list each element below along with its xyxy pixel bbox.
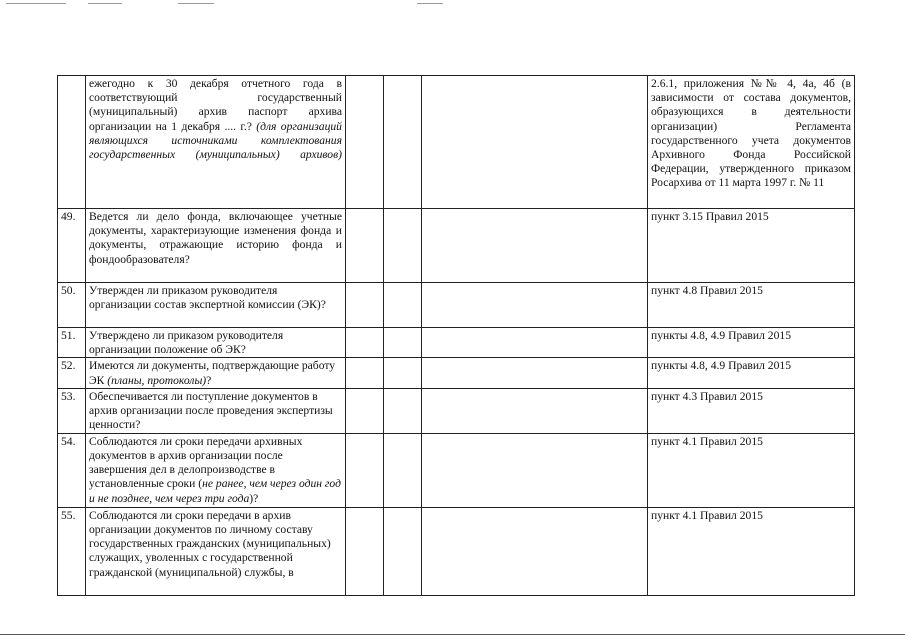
answer-na-cell bbox=[422, 283, 648, 328]
question-note: (для организаций являющихся источниками комплектования государственных (муниципальных) архивов) bbox=[89, 119, 342, 162]
reference-cell: пункты 4.8, 4.9 Правил 2015 bbox=[648, 328, 855, 358]
table-row bbox=[58, 328, 855, 358]
reference-cell: пункт 4.8 Правил 2015 bbox=[648, 283, 855, 328]
reference-cell: пункт 4.1 Правил 2015 bbox=[648, 507, 855, 595]
answer-na-cell bbox=[422, 209, 648, 283]
table-row bbox=[58, 76, 855, 209]
answer-na-cell bbox=[422, 433, 648, 507]
answer-no-cell bbox=[384, 507, 422, 595]
answer-na-cell bbox=[422, 388, 648, 433]
top-scan-line-3 bbox=[178, 3, 214, 4]
checklist-table bbox=[57, 75, 855, 596]
row-number bbox=[58, 76, 86, 209]
question-text: Обеспечивается ли поступление документов в архив организации после проведения экспертизы ценности? bbox=[89, 389, 333, 432]
table-row bbox=[58, 283, 855, 328]
answer-yes-cell bbox=[346, 76, 384, 209]
answer-no-cell bbox=[384, 76, 422, 209]
answer-yes-cell bbox=[346, 433, 384, 507]
bottom-scan-edge bbox=[0, 634, 905, 635]
question-cell bbox=[86, 283, 346, 328]
answer-yes-cell bbox=[346, 328, 384, 358]
question-tail: )? bbox=[249, 491, 259, 505]
row-number: 52. bbox=[58, 358, 86, 388]
table-row bbox=[58, 388, 855, 433]
row-number: 54. bbox=[58, 433, 86, 507]
question-text: Имеются ли документы, подтверждающие работу ЭК bbox=[89, 359, 336, 387]
question-cell bbox=[86, 433, 346, 507]
top-scan-line-1 bbox=[6, 3, 66, 4]
answer-na-cell bbox=[422, 328, 648, 358]
answer-yes-cell bbox=[346, 388, 384, 433]
question-note: (планы, протоколы) bbox=[107, 373, 207, 387]
question-text: Утвержден ли приказом руководителя организации состав экспертной комиссии (ЭК)? bbox=[89, 284, 326, 312]
question-cell bbox=[86, 328, 346, 358]
question-cell bbox=[86, 507, 346, 595]
answer-yes-cell bbox=[346, 358, 384, 388]
row-number: 50. bbox=[58, 283, 86, 328]
question-text: Утверждено ли приказом руководителя организации положение об ЭК? bbox=[89, 329, 284, 357]
answer-yes-cell bbox=[346, 283, 384, 328]
answer-yes-cell bbox=[346, 209, 384, 283]
reference-cell: пункт 4.1 Правил 2015 bbox=[648, 433, 855, 507]
reference-cell: 2.6.1, приложения №№ 4, 4а, 4б (в зависимости от состава документов, образующихся в деятельности организации) Регламента государственного учета документов Архивного Фонда Российской Федерации, утвержденного приказом Росархива от 11 марта 1997 г. № 11 bbox=[648, 76, 855, 209]
answer-no-cell bbox=[384, 433, 422, 507]
question-cell bbox=[86, 358, 346, 388]
answer-no-cell bbox=[384, 358, 422, 388]
reference-cell: пункт 4.3 Правил 2015 bbox=[648, 388, 855, 433]
question-cell bbox=[86, 76, 346, 209]
question-text: Ведется ли дело фонда, включающее учетные документы, характеризующие изменения фонда и документы, отражающие историю фонда и фондообразователя? bbox=[89, 210, 342, 266]
question-text: Соблюдаются ли сроки передачи в архив организации документов по личному составу государственных гражданских (муниципальных) служащих, уволенных с государственной гражданской (муниципальной) службы, в bbox=[89, 508, 331, 579]
row-number: 49. bbox=[58, 209, 86, 283]
answer-no-cell bbox=[384, 388, 422, 433]
row-number: 55. bbox=[58, 507, 86, 595]
reference-cell: пункты 4.8, 4.9 Правил 2015 bbox=[648, 358, 855, 388]
top-scan-line-4 bbox=[417, 3, 443, 4]
answer-yes-cell bbox=[346, 507, 384, 595]
table-row bbox=[58, 507, 855, 595]
answer-no-cell bbox=[384, 283, 422, 328]
answer-no-cell bbox=[384, 209, 422, 283]
question-tail: ? bbox=[206, 373, 212, 387]
table-row bbox=[58, 209, 855, 283]
question-cell bbox=[86, 388, 346, 433]
answer-na-cell bbox=[422, 76, 648, 209]
row-number: 53. bbox=[58, 388, 86, 433]
answer-na-cell bbox=[422, 358, 648, 388]
table-row bbox=[58, 358, 855, 388]
answer-na-cell bbox=[422, 507, 648, 595]
reference-cell: пункт 3.15 Правил 2015 bbox=[648, 209, 855, 283]
question-text: ежегодно к 30 декабря отчетного года в соответствующий государственный (муниципальный) архив паспорт архива организации на 1 декабря .... г.? bbox=[89, 77, 342, 133]
question-note: не ранее, чем через один год и не позднее, чем через три года bbox=[89, 477, 341, 505]
row-number: 51. bbox=[58, 328, 86, 358]
top-scan-line-2 bbox=[88, 3, 122, 4]
table-row bbox=[58, 433, 855, 507]
question-cell bbox=[86, 209, 346, 283]
answer-no-cell bbox=[384, 328, 422, 358]
question-text: Соблюдаются ли сроки передачи архивных документов в архив организации после завершения дел в делопроизводстве в установленные сроки ( bbox=[89, 434, 303, 491]
